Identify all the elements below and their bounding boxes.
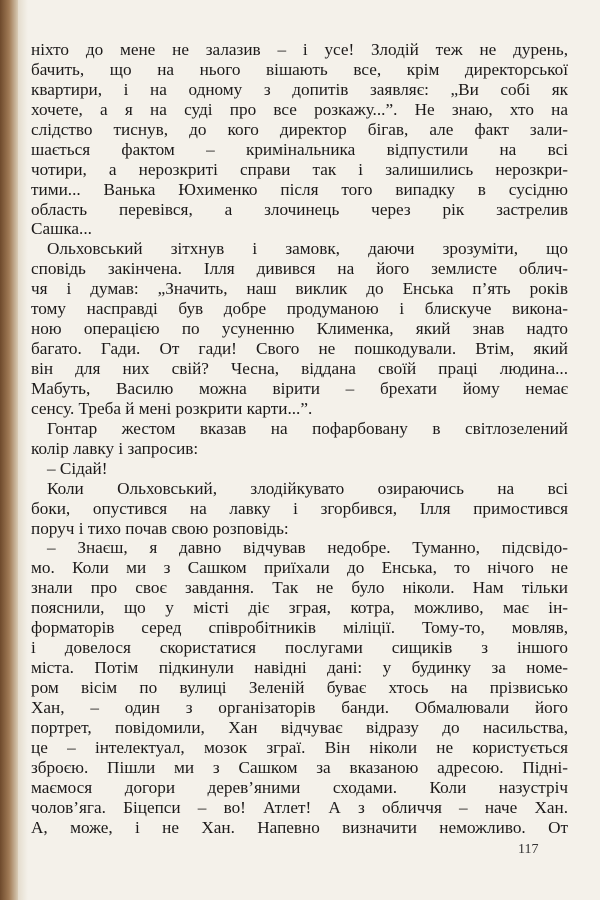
text-line: поруч і тихо почав свою розповідь: [31,518,289,538]
text-line: колір лавку і запросив: [31,438,199,458]
text-line: чя і думав: „Значить, наш виклик до Енська п’ять років [31,279,568,299]
text-line: Хан, – один з організаторів банди. Обмалювали його [31,697,568,717]
text-line: сповідь закінчена. Ілля дивився на його землисте облич- [31,259,568,279]
text-line: область перевівся, а злочинець через рік застрелив [31,199,568,219]
text-line: мо. Коли ми з Сашком приїхали до Енська, то нічого не [31,558,568,578]
text-line: сенсу. Треба й мені розкрити карти...”. [31,398,313,418]
text-line: слідство тиснув, до кого директор бігав, але факт зали- [31,119,568,139]
text-line: багато. Гади. От гади! Свого не пошкодували. Втім, який [31,339,568,359]
text-line: тому насправді був добре продуманою і блискуче викона- [31,299,568,319]
text-line: Сашка... [31,219,92,239]
page-number: 117 [518,842,539,857]
text-line: портрет, повідомили, Хан відчуває відразу до насильства, [31,717,568,737]
text-line: квартири, і на одному з допитів заявляє: „Ви собі як [31,79,568,99]
book-spine-edge [0,0,18,900]
text-line: – Знаєш, я давно відчував недобре. Туманно, підсвідо- [47,538,568,558]
text-line: форматорів серед співробітників міліції. Тому-то, мовляв, [31,618,568,638]
text-line: Ольховський зітхнув і замовк, даючи зрозуміти, що [47,239,568,259]
text-line: міста. Потім підкинули навідні дані: у будинку за номе- [31,658,568,678]
text-line: чолов’яга. Біцепси – во! Атлет! А з обличчя – наче Хан. [31,797,568,817]
text-line: ною операцією по усуненню Клименка, який знав надто [31,319,568,339]
text-line: ром вісім по вулиці Зеленій буває хтось на прізвисько [31,678,568,697]
text-line: – Сідай! [47,458,108,478]
text-line: Гонтар жестом вказав на пофарбовану в світлозелений [47,418,568,438]
text-line: він для них свій? Чесна, віддана своїй праці людина... [31,359,568,378]
text-line: і довелося скористатися послугами сищиків з іншого [31,638,568,658]
text-line: Коли Ольховський, злодійкувато озираючись на всі [47,478,568,498]
text-line: пояснили, що у місті діє зграя, котра, можливо, має ін- [31,598,568,618]
text-line: Мабуть, Василю можна вірити – брехати йому немає [31,378,568,398]
text-line: боки, опустився на лавку і згорбився, Ілля примостився [31,498,568,518]
page-body-text [31,40,568,838]
text-line: бачить, що на нього вішають все, крім директорської [31,59,568,79]
text-line: хочете, а я на суді про все розкажу...”. Не знаю, хто на [31,99,568,119]
text-line: зброєю. Пішли ми з Сашком за вказаною адресою. Підні- [31,757,568,777]
text-line: маємося догори дерев’яними сходами. Коли назустріч [31,777,568,797]
text-line: це – інтелектуал, мозок зграї. Він ніколи не користується [31,737,568,757]
page-gutter-shadow [18,0,28,900]
text-line: ніхто до мене не залазив – і усе! Злодій теж не дурень, [31,40,568,59]
text-line: знали про своє завдання. Так не було ніколи. Нам тільки [31,578,568,598]
text-line: чотири, а нерозкриті справи так і залишились нерозкри- [31,159,568,179]
text-line: тими... Ванька Юхименко після того випадку в сусідню [31,179,568,199]
text-line: шається фактом – кримінальника відпустили на всі [31,139,568,159]
text-line: А, може, і не Хан. Напевно визначити неможливо. От [31,817,568,837]
